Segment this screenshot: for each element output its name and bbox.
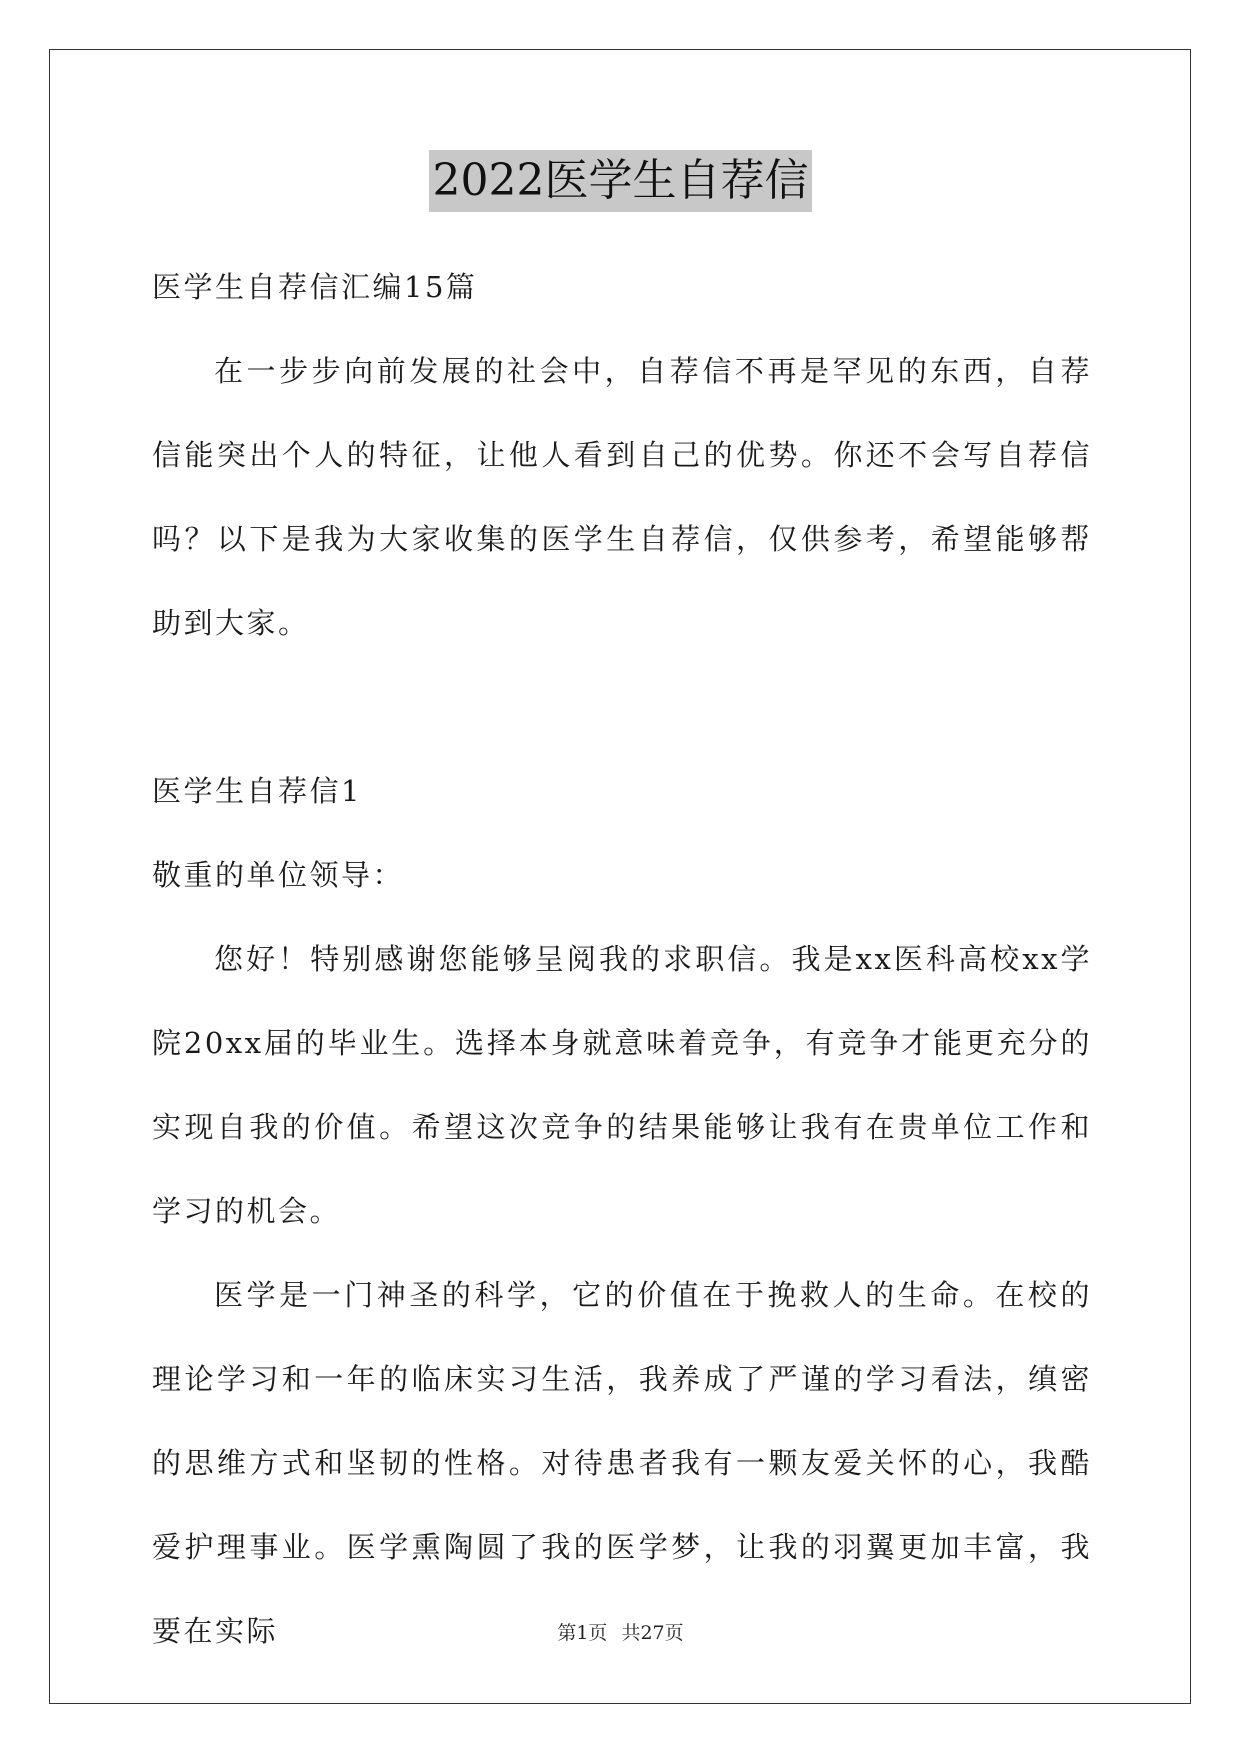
intro-paragraph: 在一步步向前发展的社会中，自荐信不再是罕见的东西，自荐信能突出个人的特征，让他人看到自己的优势。你还不会写自荐信吗？以下是我为大家收集的医学生自荐信，仅供参考，希望能够帮助到大家。 (152, 354, 1092, 640)
title-container (0, 150, 1241, 212)
subtitle-paragraph: 医学生自荐信汇编15篇 (152, 270, 478, 304)
total-page-count: 共27页 (621, 1622, 684, 1644)
body-paragraph: 您好！特别感谢您能够呈阅我的求职信。我是xx医科高校xx学院20xx届的毕业生。选择本身就意味着竞争，有竞争才能更充分的实现自我的价值。希望这次竞争的结果能够让我有在贵单位工作和学习的机会。 (152, 942, 1092, 1228)
paragraph-gap (152, 665, 1092, 749)
section-heading: 医学生自荐信1 (152, 774, 362, 808)
page-footer (0, 1618, 1241, 1645)
body-paragraph: 医学是一门神圣的科学，它的价值在于挽救人的生命。在校的理论学习和一年的临床实习生活，我养成了严谨的学习看法，缜密的思维方式和坚韧的性格。对待患者我有一颗友爱关怀的心，我酷爱护理事业。医学熏陶圆了我的医学梦，让我的羽翼更加丰富，我要在实际 (152, 1278, 1092, 1648)
document-title: 2022医学生自荐信 (429, 150, 813, 212)
salutation: 敬重的单位领导： (152, 858, 405, 892)
document-body (152, 245, 1092, 1673)
current-page-number: 第1页 (557, 1622, 608, 1644)
